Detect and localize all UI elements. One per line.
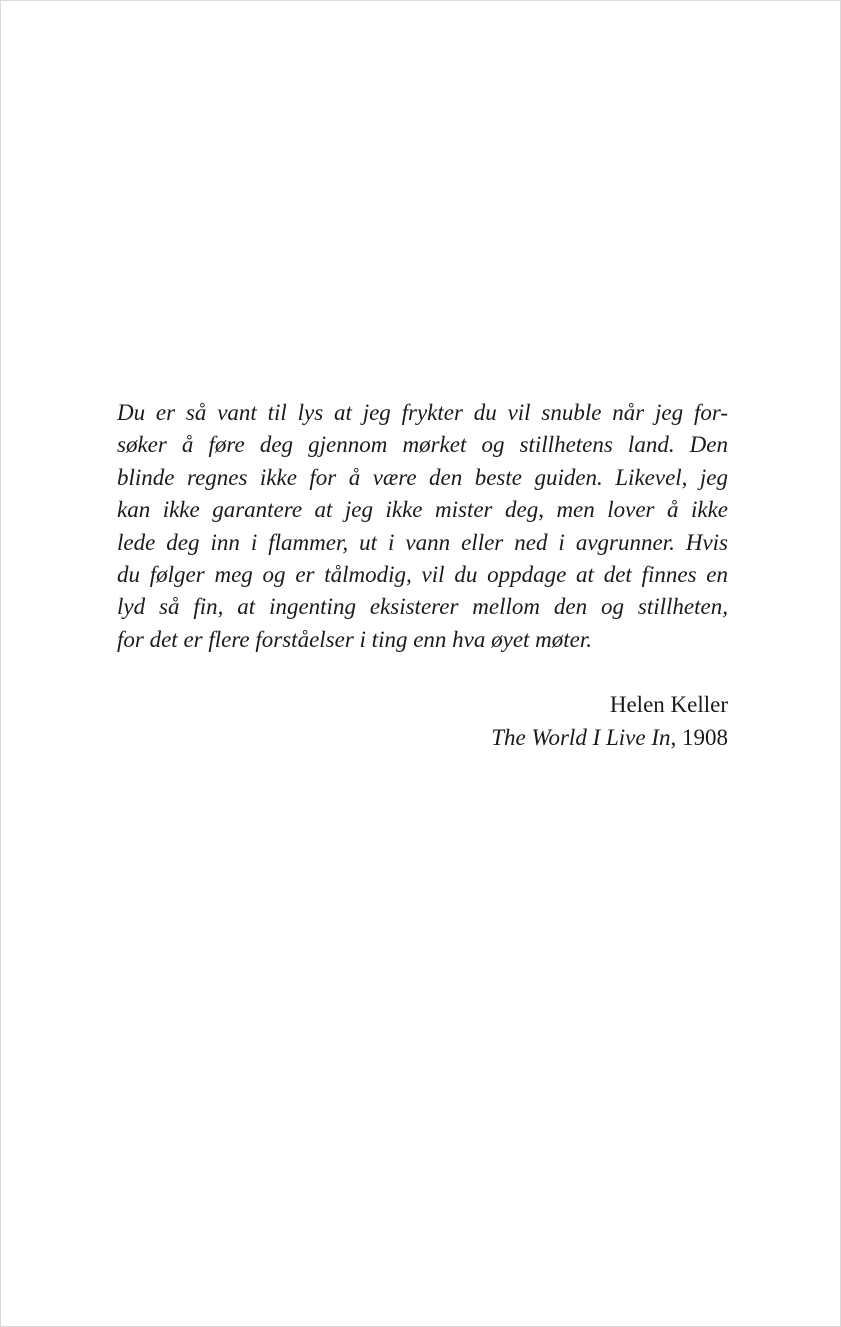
quote-line: for det er flere forståelser i ting enn hva øyet møter. (117, 626, 593, 652)
quote-line: kan ikke garantere at jeg ikke mister deg, men lover å ikke (117, 497, 728, 523)
quote-line: lyd så fin, at ingenting eksisterer mellom den og stillheten, (117, 594, 728, 620)
author-name: Helen Keller (609, 692, 728, 718)
citation-separator: , (670, 724, 682, 750)
quote-line: Du er så vant til lys at jeg frykter du vil snuble når jeg for- (117, 400, 728, 425)
quote-line: blinde regnes ikke for å være den beste guiden. Likevel, jeg (117, 464, 728, 490)
attribution (117, 689, 728, 754)
work-title: The World I Live In (491, 724, 671, 750)
quote-text (117, 397, 728, 656)
source-citation (117, 722, 728, 755)
quote-line: du følger meg og er tålmodig, vil du oppdage at det finnes en (117, 562, 728, 588)
epigraph (117, 397, 728, 754)
publication-year: 1908 (682, 724, 728, 750)
quote-line: lede deg inn i flammer, ut i vann eller ned i avgrunner. Hvis (117, 529, 728, 555)
quote-line: søker å føre deg gjennom mørket og stillhetens land. Den (117, 432, 728, 458)
